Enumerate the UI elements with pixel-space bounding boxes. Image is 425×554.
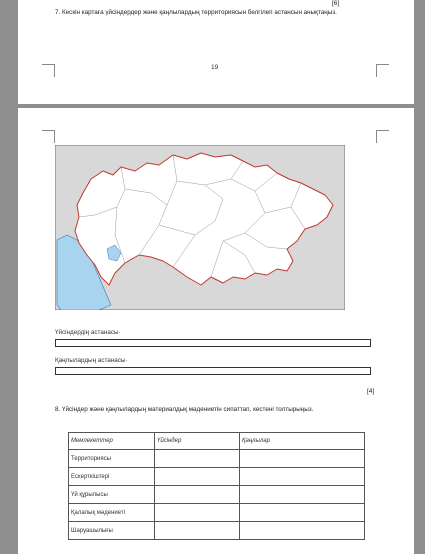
table-cell[interactable]	[155, 468, 240, 486]
question-7: 7. Кескін картаға үйсіндердер және қаңлылардың территориясын белгілеп астансын анықтаңыз.	[55, 9, 337, 16]
row-label: Үй құрылысы	[69, 486, 155, 504]
table-header-row	[69, 433, 365, 450]
crop-mark-right	[376, 64, 389, 77]
row-label: Территориясы	[69, 450, 155, 468]
top-page	[18, 0, 414, 104]
header-states: Мемлекеттер	[69, 433, 155, 450]
table-cell[interactable]	[155, 450, 240, 468]
row-label: Қалалық мәдениеті	[69, 504, 155, 522]
table-cell[interactable]	[155, 486, 240, 504]
crop-mark-left	[42, 64, 55, 77]
table-row	[69, 468, 365, 486]
answer-1-field[interactable]	[55, 339, 371, 347]
bottom-page	[18, 108, 414, 554]
answer-1-label: Үйсіндердің астанасы·	[55, 329, 121, 336]
score-q6: [6]	[332, 0, 340, 7]
answer-2-field[interactable]	[55, 367, 371, 375]
table-cell[interactable]	[155, 504, 240, 522]
crop-mark-left-2	[42, 130, 55, 143]
row-label: Ескерткіштері	[69, 468, 155, 486]
table-row	[69, 450, 365, 468]
kazakhstan-outline-map	[55, 145, 345, 310]
table-row	[69, 522, 365, 540]
answer-2-label: Қаңлылардың астанасы·	[55, 357, 128, 364]
table-cell[interactable]	[240, 468, 365, 486]
table-cell[interactable]	[155, 522, 240, 540]
score-q4: [4]	[367, 388, 375, 395]
crop-mark-right-2	[376, 130, 389, 143]
table-cell[interactable]	[240, 486, 365, 504]
header-usuns: Үйсіндер	[155, 433, 240, 450]
table-cell[interactable]	[240, 522, 365, 540]
header-kangly: Қаңлылар	[240, 433, 365, 450]
table-cell[interactable]	[240, 450, 365, 468]
table-cell[interactable]	[240, 504, 365, 522]
page-number: 19	[211, 64, 219, 71]
row-label: Шаруашылығы	[69, 522, 155, 540]
culture-table	[68, 432, 365, 540]
table-row	[69, 486, 365, 504]
question-8: 8. Үйсіндер және қаңлылардың материалдық мәдениетін сипаттап, кестені толтырыңыз.	[55, 406, 314, 413]
table-row	[69, 504, 365, 522]
